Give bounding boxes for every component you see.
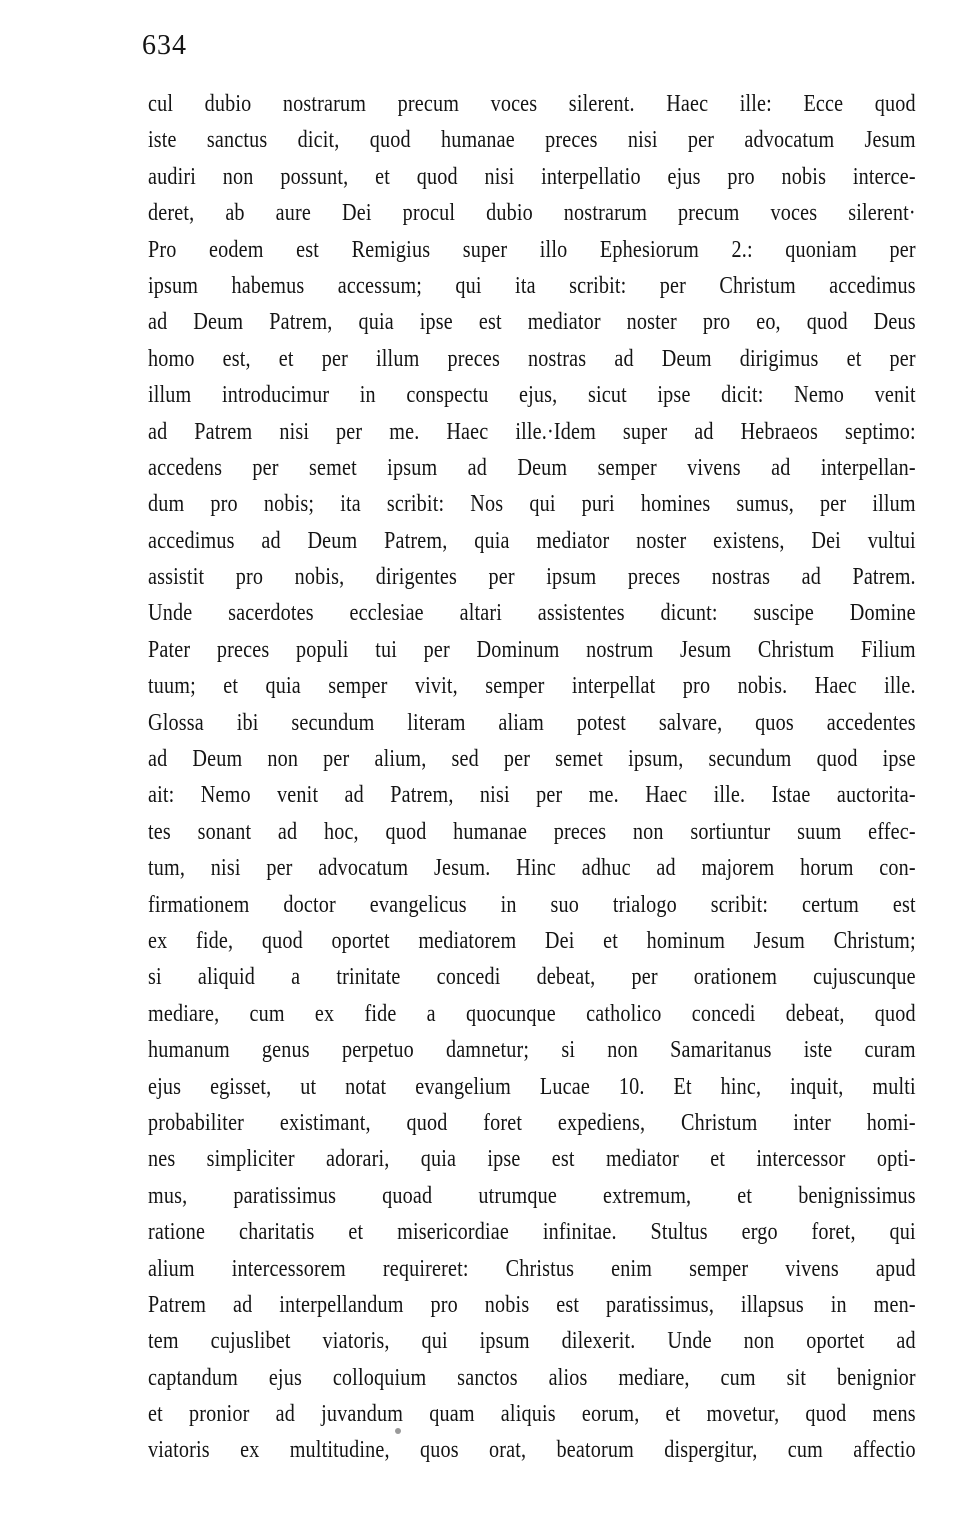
text-line: tem cujuslibet viatoris, qui ipsum dilexerit. Unde non oportet ad <box>148 1328 916 1355</box>
text-line: Pater preces populi tui per Dominum nostrum Jesum Christum Filium <box>148 636 916 663</box>
text-line: probabiliter existimant, quod foret expediens, Christum inter homi- <box>148 1109 916 1136</box>
text-line: Unde sacerdotes ecclesiae altari assistentes dicunt: suscipe Domine <box>148 600 916 627</box>
page-number: 634 <box>142 30 187 61</box>
text-line: homo est, et per illum preces nostras ad Deum dirigimus et per <box>148 345 916 372</box>
text-line: alium intercessorem requireret: Christus enim semper vivens apud <box>148 1255 916 1282</box>
text-line: ratione charitatis et misericordiae infinitae. Stultus ergo foret, qui <box>148 1219 916 1246</box>
text-line: assistit pro nobis, dirigentes per ipsum preces nostras ad Patrem. <box>148 564 916 591</box>
text-line: iste sanctus dicit, quod humanae preces nisi per advocatum Jesum <box>148 127 916 154</box>
text-line: dum pro nobis; ita scribit: Nos qui puri homines sumus, per illum <box>148 491 916 518</box>
body-text <box>148 86 916 1469</box>
text-line: ipsum habemus accessum; qui ita scribit: per Christum accedimus <box>148 272 916 299</box>
text-line: firmationem doctor evangelicus in suo trialogo scribit: certum est <box>148 891 916 918</box>
text-line: tum, nisi per advocatum Jesum. Hinc adhuc ad majorem horum con- <box>148 855 916 882</box>
text-line: ait: Nemo venit ad Patrem, nisi per me. Haec ille. Istae auctorita- <box>148 782 916 809</box>
ink-speck <box>395 1428 401 1434</box>
text-line: audiri non possunt, et quod nisi interpellatio ejus pro nobis interce- <box>148 163 916 190</box>
text-line: nes simpliciter adorari, quia ipse est mediator et intercessor opti- <box>148 1146 916 1173</box>
text-line: et pronior ad juvandum quam aliquis eorum, et movetur, quod mens <box>148 1401 916 1428</box>
text-line: mediare, cum ex fide a quocunque catholico concedi debeat, quod <box>148 1000 916 1027</box>
text-line: viatoris ex multitudine, quos orat, beatorum dispergitur, cum affectio <box>148 1437 916 1464</box>
text-line: captandum ejus colloquium sanctos alios mediare, cum sit benignior <box>148 1364 916 1391</box>
text-line: cul dubio nostrarum precum voces silerent. Haec ille: Ecce quod <box>148 91 916 117</box>
text-line: ad Patrem nisi per me. Haec ille.·Idem super ad Hebraeos septimo: <box>148 418 916 445</box>
text-line: ad Deum non per alium, sed per semet ipsum, secundum quod ipse <box>148 746 916 773</box>
text-line: humanum genus perpetuo damnetur; si non Samaritanus iste curam <box>148 1037 916 1064</box>
text-line: tes sonant ad hoc, quod humanae preces non sortiuntur suum effec- <box>148 818 916 845</box>
text-line: accedimus ad Deum Patrem, quia mediator noster existens, Dei vultui <box>148 527 916 554</box>
text-line: ejus egisset, ut notat evangelium Lucae 10. Et hinc, inquit, multi <box>148 1073 916 1100</box>
text-line: Glossa ibi secundum literam aliam potest salvare, quos accedentes <box>148 709 916 736</box>
text-line: si aliquid a trinitate concedi debeat, per orationem cujuscunque <box>148 964 916 991</box>
text-line: illum introducimur in conspectu ejus, sicut ipse dicit: Nemo venit <box>148 382 916 409</box>
text-line: Pro eodem est Remigius super illo Ephesiorum 2.: quoniam per <box>148 236 916 263</box>
text-line: ad Deum Patrem, quia ipse est mediator noster pro eo, quod Deus <box>148 309 916 336</box>
text-line: ex fide, quod oportet mediatorem Dei et hominum Jesum Christum; <box>148 927 916 954</box>
text-line: tuum; et quia semper vivit, semper interpellat pro nobis. Haec ille. <box>148 673 916 700</box>
text-line: accedens per semet ipsum ad Deum semper vivens ad interpellan- <box>148 454 916 481</box>
text-line: Patrem ad interpellandum pro nobis est paratissimus, illapsus in men- <box>148 1291 916 1318</box>
text-line: deret, ab aure Dei procul dubio nostrarum precum voces silerent· <box>148 200 916 227</box>
text-line: mus, paratissimus quoad utrumque extremum, et benignissimus <box>148 1182 916 1209</box>
